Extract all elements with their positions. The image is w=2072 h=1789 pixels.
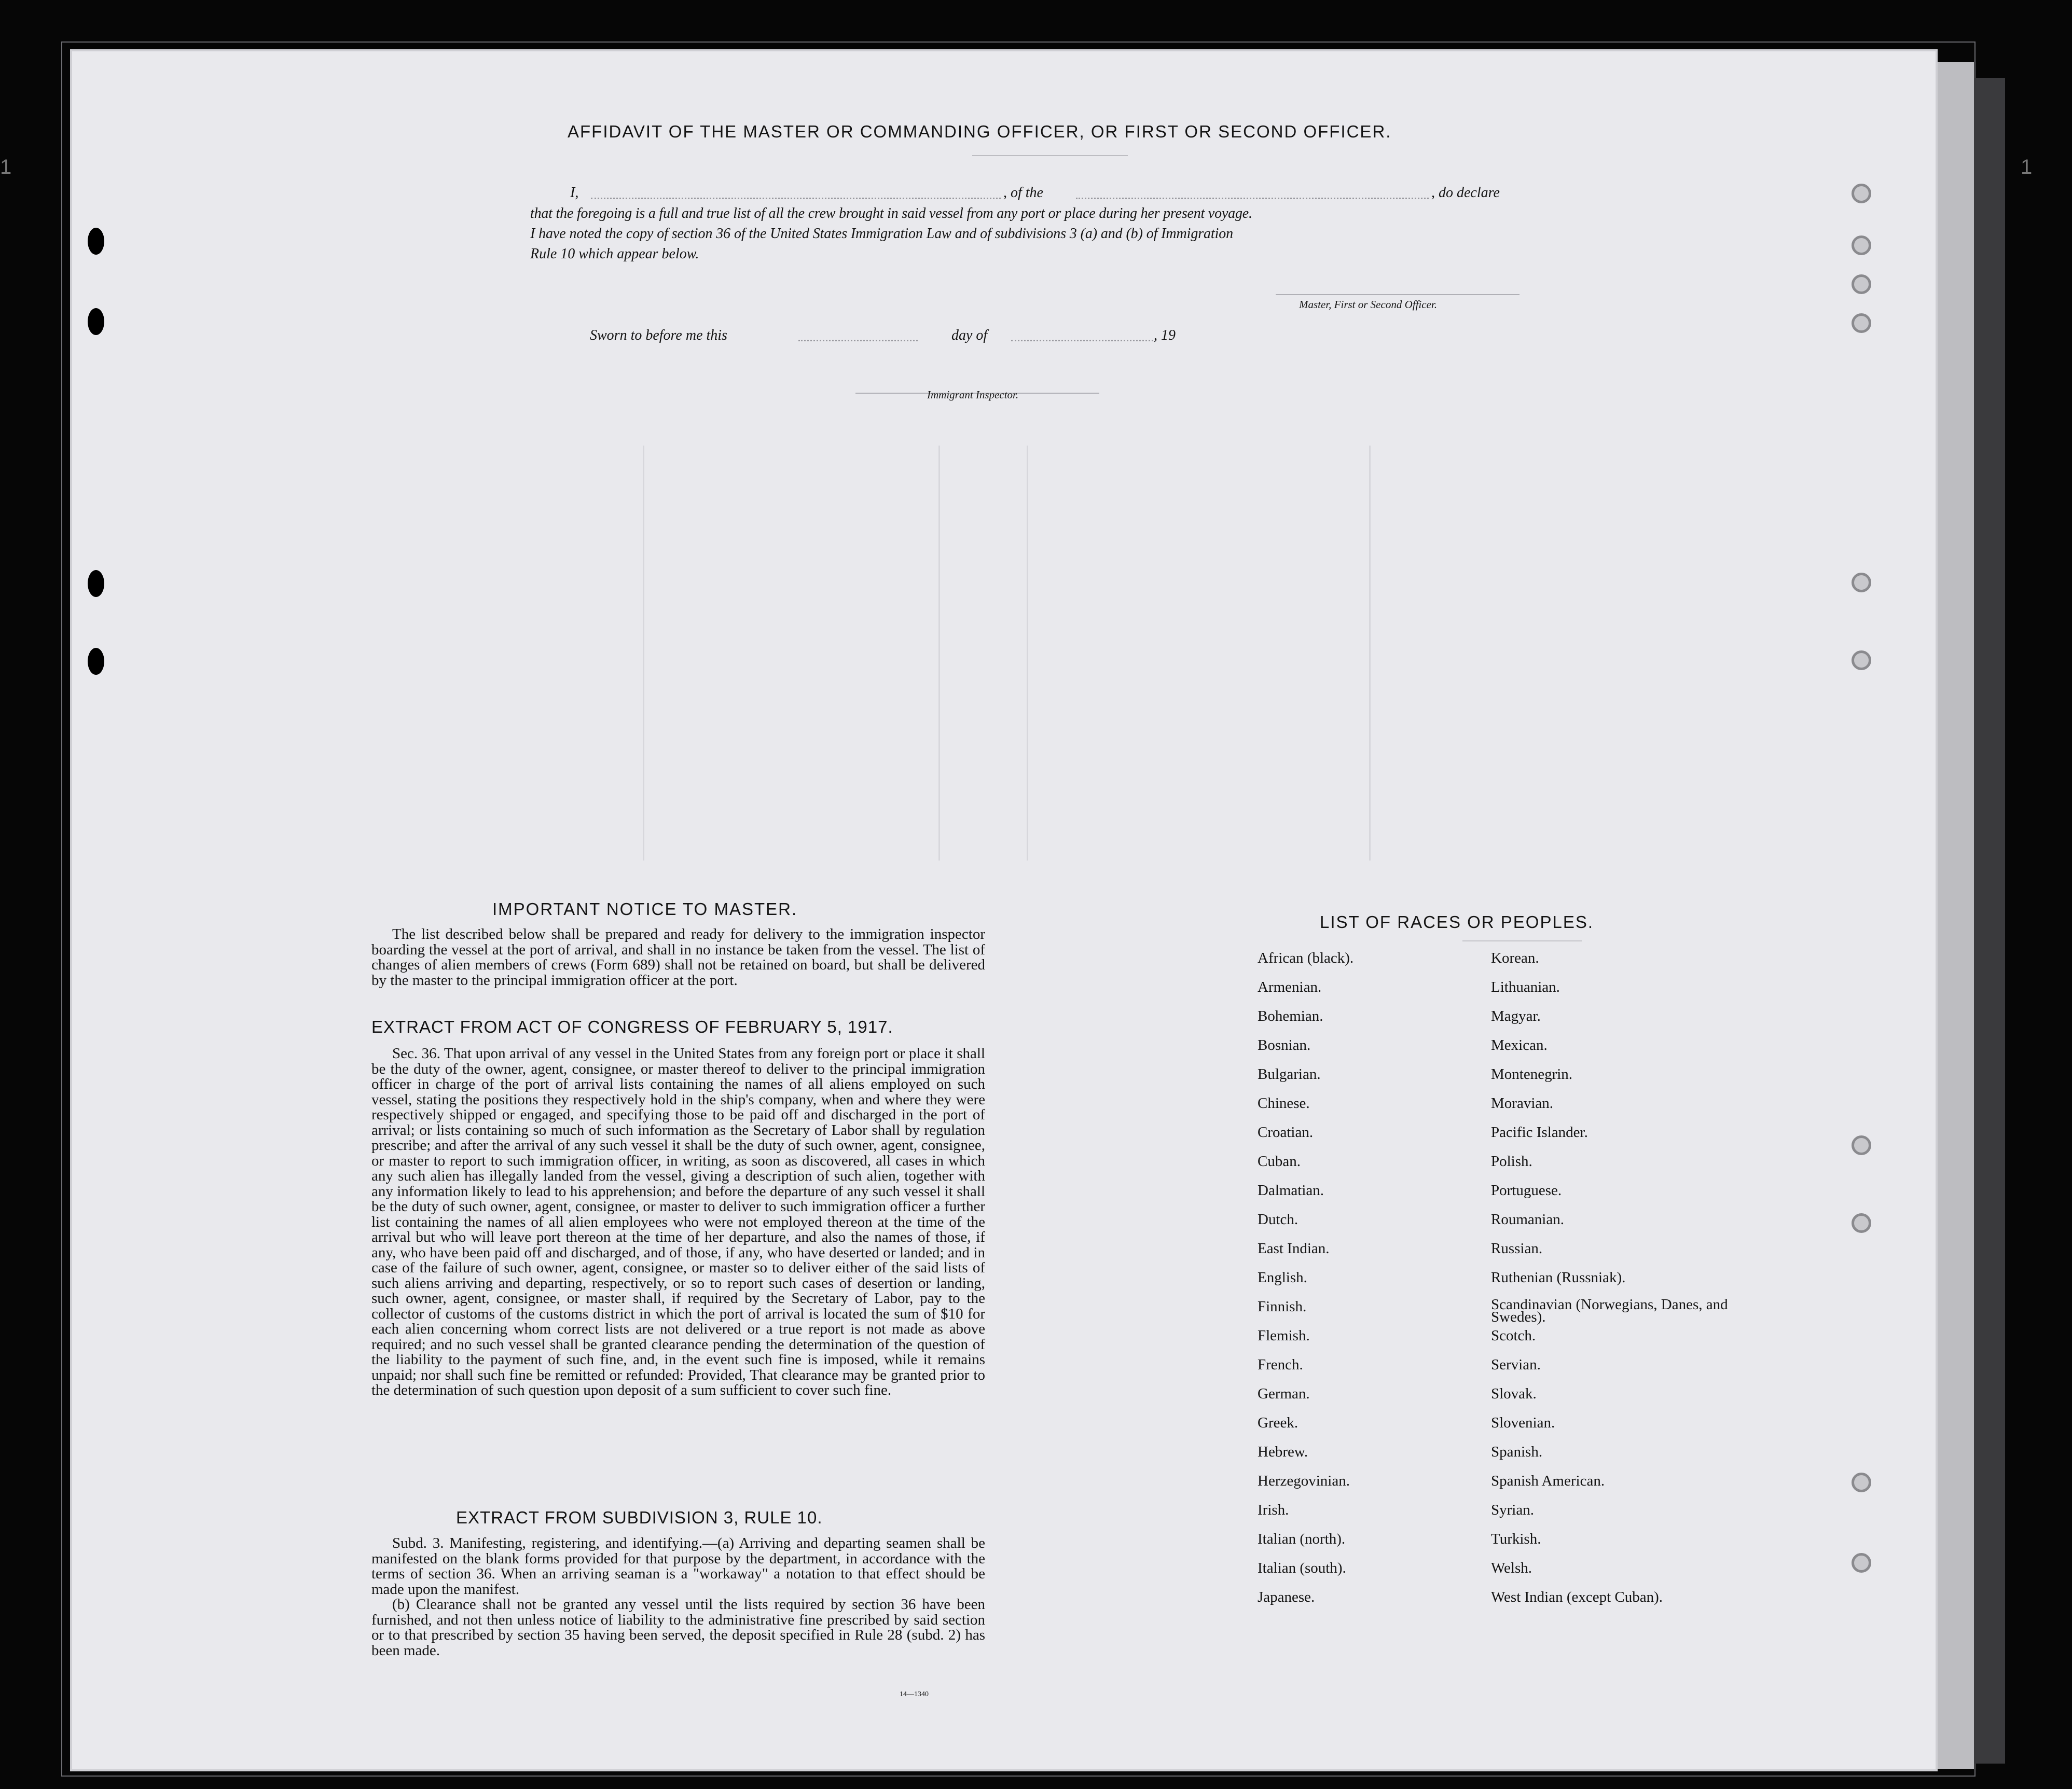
race-item: Bohemian.: [1258, 1008, 1323, 1024]
race-item: West Indian (except Cuban).: [1491, 1589, 1663, 1605]
rule-extract-title: EXTRACT FROM SUBDIVISION 3, RULE 10.: [456, 1508, 823, 1527]
race-item: Greek.: [1258, 1414, 1299, 1431]
left-edge-mark: 1: [0, 156, 12, 178]
binder-ring: [1852, 650, 1871, 670]
race-item: Russian.: [1491, 1240, 1543, 1257]
race-item: Bosnian.: [1258, 1037, 1311, 1053]
race-item: Bulgarian.: [1258, 1066, 1321, 1083]
race-item: Irish.: [1258, 1502, 1289, 1518]
binder-ring: [1852, 235, 1871, 255]
race-item: Cuban.: [1258, 1153, 1301, 1170]
punch-hole: [88, 228, 104, 255]
race-item: Polish.: [1491, 1153, 1532, 1170]
race-item: Syrian.: [1491, 1502, 1534, 1518]
affidavit-body-line-2: I have noted the copy of section 36 of the United States Immigration Law and of subdivisions 3 (a) and (b) of Immigration: [530, 226, 1234, 242]
binder-ring: [1852, 573, 1871, 592]
notice-text: The list described below shall be prepared and ready for delivery to the immigration inspector boarding the vessel at the port of arrival, and shall in no instance be taken from the vessel. The list of changes of alien members of crews (Form 689) shall not be retained on board, but shall be delivered by the master to the principal immigration officer at the port.: [371, 926, 985, 989]
race-item: Portuguese.: [1491, 1182, 1562, 1199]
race-item: Mexican.: [1491, 1037, 1548, 1053]
race-item: East Indian.: [1258, 1240, 1330, 1257]
year-label: , 19: [1154, 327, 1176, 343]
affidavit-body-line-3: Rule 10 which appear below.: [530, 246, 699, 262]
race-item: Montenegrin.: [1491, 1066, 1573, 1083]
race-item: French.: [1258, 1356, 1303, 1373]
day-of-label: day of: [951, 327, 988, 343]
form-number: 14—1340: [900, 1690, 929, 1698]
notice-title: IMPORTANT NOTICE TO MASTER.: [492, 899, 798, 919]
affidavit-body-line-1: that the foregoing is a full and true list of all the crew brought in said vessel from any port or place during her present voyage.: [530, 205, 1252, 221]
race-item: Spanish American.: [1491, 1473, 1605, 1489]
rule-extract-text: Subd. 3. Manifesting, registering, and identifying.—(a) Arriving and departing seamen shall be manifested on the blank forms provided for that purpose by the department, in accordance with the terms of section 36. When an arriving seaman is a "workaway" a notation to that effect should be made upon the manifest. (b) Clearance shall not be granted any vessel until the lists required by section 36 have been furnished, and not then unless notice of liability to the administrative fine prescribed by said section or to that prescribed by section 35 having been served, the deposit specified in Rule 28 (subd. 2) has been made.: [371, 1535, 985, 1659]
race-item: Dutch.: [1258, 1211, 1299, 1228]
underlying-page-edge-dark: [1974, 78, 2005, 1764]
race-item: Scotch.: [1491, 1327, 1536, 1344]
document-page: [70, 49, 1938, 1771]
race-item: Servian.: [1491, 1356, 1541, 1373]
race-item: Herzegovinian.: [1258, 1473, 1350, 1489]
race-item: Pacific Islander.: [1491, 1124, 1588, 1141]
race-item: Ruthenian (Russniak).: [1491, 1269, 1626, 1286]
race-item: Croatian.: [1258, 1124, 1314, 1141]
race-item: English.: [1258, 1269, 1307, 1286]
binder-ring: [1852, 1213, 1871, 1233]
race-item: Korean.: [1491, 950, 1539, 966]
inspector-label: Immigrant Inspector.: [927, 389, 1019, 401]
act-extract-text: Sec. 36. That upon arrival of any vessel in the United States from any foreign port or place it shall be the duty of the owner, agent, consignee, or master thereof to deliver to the principal immigration officer in charge of the port of arrival lists containing the names of all aliens employed on such vessel, stating the positions they respectively hold in the ship's company, when and where they were respectively shipped or engaged, and specifying those to be paid off and discharged in the port of arrival; or lists containing so much of such information as the Secretary of Labor shall by regulation prescribe; and after the arrival of any such vessel it shall be the duty of such owner, agent, consignee, or master to report to such immigration officer, in writing, as soon as discovered, all cases in which any such alien has illegally landed from the vessel, giving a description of such alien, together with any information likely to lead to his apprehension; and before the departure of any such vessel it shall be the duty of such owner, agent, consignee, or master to deliver to such immigration officer a further list containing the names of all alien employees who were not employed thereon at the time of the arrival but who will leave port thereon at the time of her departure, and also the names of those, if any, who have been paid off and discharged, and of those, if any, who have deserted or landed; and in case of the failure of such owner, agent, consignee, or master so to deliver either of the said lists of such aliens arriving and departing, respectively, or so to report such cases of desertion or landing, such owner, agent, consignee, or master shall, if required by the Secretary of Labor, pay to the collector of customs of the customs district in which the port of arrival is located the sum of $10 for each alien concerning whom correct lists are not delivered or a true report is not made as above required; and no such vessel shall be granted clearance pending the determination of the question of the liability to the payment of such fine, and, in the event such fine is imposed, while it remains unpaid; nor shall such fine be remitted or refunded: Provided, That clearance may be granted prior to the determination of such question upon deposit of a sum sufficient to cover such fine.: [371, 1045, 985, 1398]
binder-ring: [1852, 313, 1871, 333]
race-item: Flemish.: [1258, 1327, 1310, 1344]
race-item: Italian (south).: [1258, 1560, 1346, 1576]
affidavit-do-declare: , do declare: [1431, 185, 1500, 201]
binder-ring: [1852, 274, 1871, 294]
signature-label: Master, First or Second Officer.: [1299, 298, 1437, 311]
affidavit-of-the: , of the: [1003, 185, 1043, 201]
race-item: African (black).: [1258, 950, 1354, 966]
punch-hole: [88, 648, 104, 675]
race-item: German.: [1258, 1385, 1310, 1402]
race-item: Hebrew.: [1258, 1444, 1308, 1460]
races-list-right: [1491, 950, 1730, 1618]
sworn-label: Sworn to before me this: [590, 327, 727, 343]
races-title: LIST OF RACES OR PEOPLES.: [1320, 912, 1594, 932]
race-item: Slovenian.: [1491, 1414, 1555, 1431]
race-item: Moravian.: [1491, 1095, 1553, 1112]
binder-ring: [1852, 1473, 1871, 1492]
race-item: Slovak.: [1491, 1385, 1537, 1402]
race-item: Roumanian.: [1491, 1211, 1564, 1228]
binder-ring: [1852, 1135, 1871, 1155]
punch-hole: [88, 570, 104, 597]
right-edge-mark: 1: [2021, 156, 2033, 178]
race-item: Japanese.: [1258, 1589, 1315, 1605]
race-item: Dalmatian.: [1258, 1182, 1324, 1199]
affidavit-i: I,: [570, 185, 579, 201]
race-item: Welsh.: [1491, 1560, 1532, 1576]
race-item: Magyar.: [1491, 1008, 1541, 1024]
race-item: Scandinavian (Norwegians, Danes, and Swedes).: [1491, 1296, 1728, 1325]
race-item: Italian (north).: [1258, 1531, 1346, 1547]
races-list-left: [1258, 950, 1353, 1618]
act-extract-title: EXTRACT FROM ACT OF CONGRESS OF FEBRUARY 5, 1917.: [371, 1017, 893, 1036]
underlying-page-edge: [1938, 62, 1974, 1769]
race-item: Chinese.: [1258, 1095, 1310, 1112]
race-item: Spanish.: [1491, 1444, 1543, 1460]
race-item: Armenian.: [1258, 979, 1322, 995]
race-item: Lithuanian.: [1491, 979, 1560, 995]
punch-hole: [88, 308, 104, 335]
binder-ring: [1852, 184, 1871, 203]
race-item: Finnish.: [1258, 1298, 1307, 1315]
binder-ring: [1852, 1553, 1871, 1573]
race-item: Turkish.: [1491, 1531, 1541, 1547]
affidavit-title: AFFIDAVIT OF THE MASTER OR COMMANDING OFFICER, OR FIRST OR SECOND OFFICER.: [568, 122, 1392, 141]
